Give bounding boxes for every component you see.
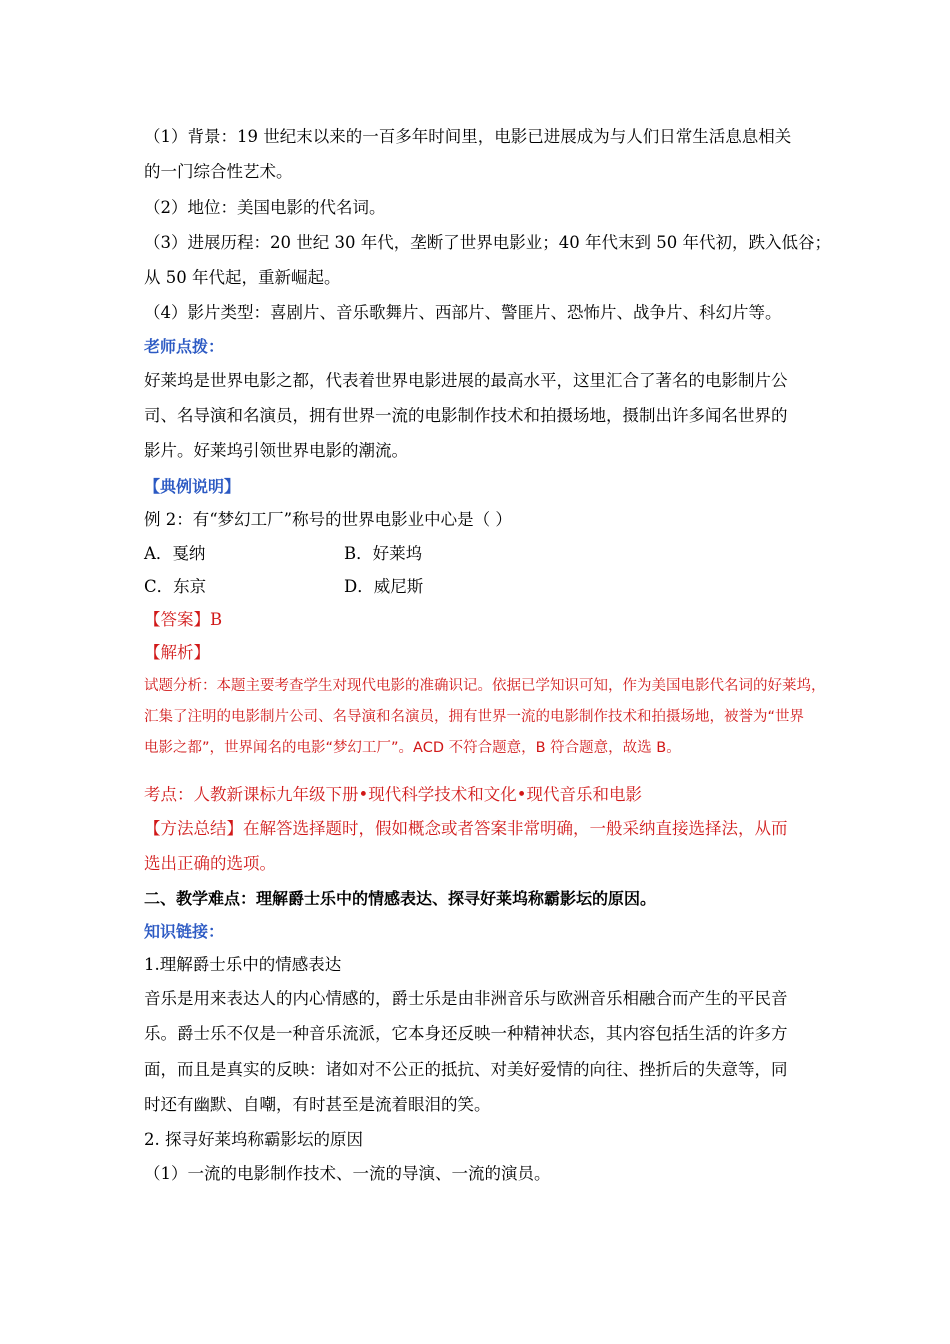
teacher-tip-heading: 老师点拨： — [144, 337, 225, 356]
example-question: 例 2：有“梦幻工厂”称号的世界电影业中心是（ ） — [144, 510, 512, 529]
kaodian-line: 考点：人教新课标九年级下册•现代科学技术和文化•现代音乐和电影 — [144, 785, 642, 804]
example-heading: 【典例说明】 — [144, 477, 241, 496]
teacher-tip-line1: 好莱坞是世界电影之都，代表着世界电影进展的最高水平，这里汇合了著名的电影制片公 — [144, 371, 788, 390]
analysis-line3: 电影之都”，世界闻名的电影“梦幻工厂”。ACD 不符合题意，B 符合题意，故选 B。 — [144, 740, 681, 756]
option-c: C．东京 — [144, 577, 207, 596]
teacher-tip-line2: 司、名导演和名演员，拥有世界一流的电影制作技术和拍摄场地，摄制出许多闻名世界的 — [144, 406, 788, 425]
option-a: A．戛纳 — [144, 544, 206, 563]
teacher-tip-line3: 影片。好莱坞引领世界电影的潮流。 — [144, 441, 408, 460]
analysis-line2: 汇集了注明的电影制片公司、名导演和名演员，拥有世界一流的电影制作技术和拍摄场地，被誉为“世界 — [144, 709, 805, 725]
item1-line1: 音乐是用来表达人的内心情感的，爵士乐是由非洲音乐与欧洲音乐相融合而产生的平民音 — [144, 989, 788, 1008]
paragraph-status: （2）地位：美国电影的代名词。 — [144, 198, 386, 217]
paragraph-background-line1: （1）背景：19 世纪末以来的一百多年时间里，电影已进展成为与人们日常生活息息相关 — [144, 127, 792, 146]
paragraph-history-line1: （3）进展历程：20 世纪 30 年代，垄断了世界电影业；40 年代末到 50 年代初，跌入低谷； — [144, 233, 831, 252]
paragraph-background-line2: 的一门综合性艺术。 — [144, 162, 293, 181]
answer-value: B — [210, 610, 223, 629]
option-d: D．威尼斯 — [344, 577, 424, 596]
paragraph-film-types: （4）影片类型：喜剧片、音乐歌舞片、西部片、警匪片、恐怖片、战争片、科幻片等。 — [144, 303, 782, 322]
method-line2: 选出正确的选项。 — [144, 854, 276, 873]
paragraph-history-line2: 从 50 年代起，重新崛起。 — [144, 268, 341, 287]
item2-paragraph1: （1）一流的电影制作技术、一流的导演、一流的演员。 — [144, 1164, 551, 1183]
item1-title: 1.理解爵士乐中的情感表达 — [144, 955, 342, 974]
analysis-line1: 试题分析：本题主要考查学生对现代电影的准确识记。依据已学知识可知，作为美国电影代名词的好莱坞， — [144, 678, 826, 694]
method-text-line1: 在解答选择题时，假如概念或者答案非常明确，一般采纳直接选择法，从而 — [243, 819, 788, 838]
item1-line3: 面，而且是真实的反映：诸如对不公正的抵抗、对美好爱情的向往、挫折后的失意等，同 — [144, 1060, 788, 1079]
item2-title: 2. 探寻好莱坞称霸影坛的原因 — [144, 1130, 363, 1149]
method-label: 【方法总结】 — [144, 819, 243, 838]
knowledge-link-heading: 知识链接： — [144, 922, 225, 941]
options-row-1 — [144, 543, 423, 565]
options-row-2 — [144, 576, 424, 598]
method-line1 — [144, 818, 788, 840]
item1-line2: 乐。爵士乐不仅是一种音乐流派，它本身还反映一种精神状态，其内容包括生活的许多方 — [144, 1024, 788, 1043]
option-b: B．好莱坞 — [344, 544, 423, 563]
analysis-label: 【解析】 — [144, 643, 210, 662]
item1-line4: 时还有幽默、自嘲，有时甚至是流着眼泪的笑。 — [144, 1095, 491, 1114]
section2-heading: 二、教学难点：理解爵士乐中的情感表达、探寻好莱坞称霸影坛的原因。 — [144, 889, 657, 908]
answer-label: 【答案】 — [144, 610, 210, 629]
answer-line — [144, 609, 222, 631]
